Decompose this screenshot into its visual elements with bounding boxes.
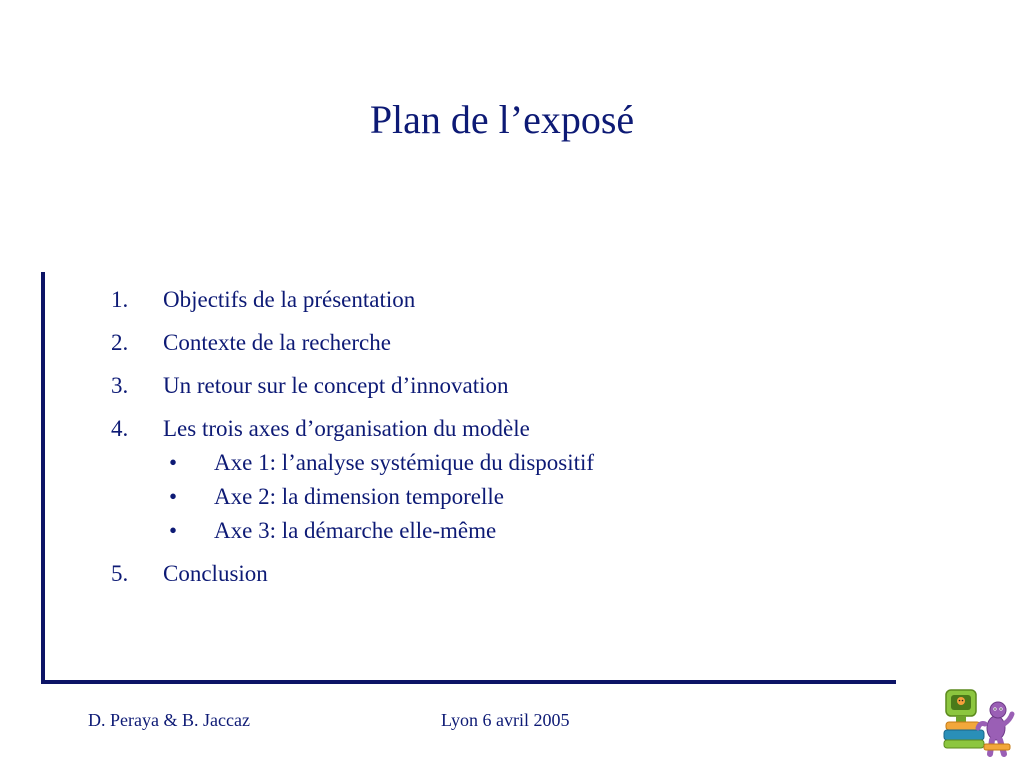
agenda-subitem-1	[111, 446, 811, 480]
agenda-subitem-label: Axe 3: la démarche elle-même	[214, 518, 497, 543]
frame-left-border	[41, 272, 45, 684]
footer-event: Lyon 6 avril 2005	[441, 710, 570, 730]
footer-authors: D. Peraya & B. Jaccaz	[88, 710, 250, 730]
clay-figure-at-computer-icon	[938, 684, 1018, 764]
agenda-subitem-2	[111, 480, 811, 514]
agenda-number: 4.	[111, 416, 129, 441]
agenda-label: Conclusion	[163, 561, 268, 586]
frame-bottom-border	[41, 680, 896, 684]
agenda-subitem-label: Axe 1: l’analyse systémique du dispositif	[214, 450, 595, 475]
agenda-item-3	[111, 369, 811, 403]
agenda-item-1	[111, 283, 811, 317]
agenda-list	[111, 283, 811, 600]
bullet-icon: •	[169, 518, 178, 543]
agenda-item-2	[111, 326, 811, 360]
agenda-label: Les trois axes d’organisation du modèle	[163, 416, 530, 441]
agenda-label: Un retour sur le concept d’innovation	[163, 373, 509, 398]
agenda-label: Objectifs de la présentation	[163, 287, 416, 312]
agenda-number: 1.	[111, 287, 129, 312]
agenda-number: 2.	[111, 330, 129, 355]
bullet-icon: •	[169, 484, 178, 509]
agenda-label: Contexte de la recherche	[163, 330, 391, 355]
agenda-subitems	[111, 446, 811, 548]
slide-title: Plan de l’exposé	[369, 97, 635, 142]
agenda-item-5	[111, 557, 811, 591]
agenda-number: 5.	[111, 561, 129, 586]
bullet-icon: •	[169, 450, 178, 475]
agenda-subitem-label: Axe 2: la dimension temporelle	[214, 484, 504, 509]
agenda-number: 3.	[111, 373, 129, 398]
agenda-subitem-3	[111, 514, 811, 548]
agenda-item-4	[111, 412, 811, 446]
